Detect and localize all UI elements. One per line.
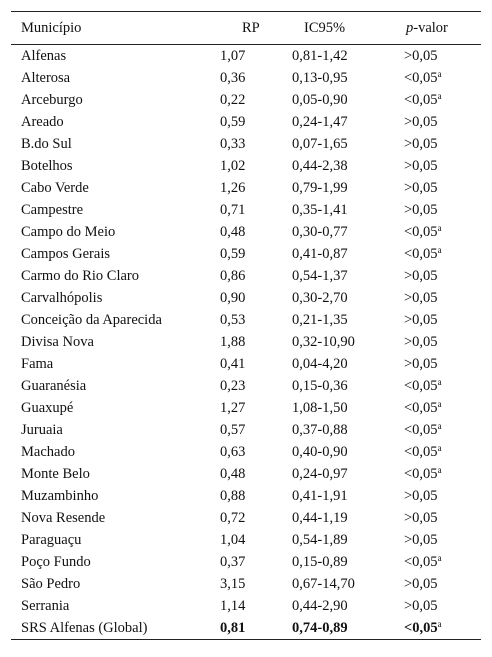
cell-p-valor-text: >0,05 (404, 114, 438, 130)
cell-p-valor-text: >0,05 (404, 334, 438, 350)
cell-municipio (11, 573, 220, 595)
cell-ic95-text: 0,24-0,97 (292, 466, 348, 482)
cell-ic95 (292, 441, 404, 463)
cell-ic95 (292, 617, 404, 640)
cell-rp-text: 1,14 (220, 598, 246, 614)
cell-p-valor (404, 133, 481, 155)
cell-rp-text: 0,23 (220, 378, 246, 394)
cell-p-valor (404, 331, 481, 353)
cell-ic95 (292, 595, 404, 617)
table-row (11, 133, 481, 155)
cell-rp-text: 0,22 (220, 92, 246, 108)
cell-ic95 (292, 353, 404, 375)
table-row (11, 463, 481, 485)
cell-p-valor-text: <0,05 (404, 466, 438, 482)
cell-p-valor-text: <0,05 (404, 246, 438, 262)
cell-rp (220, 177, 292, 199)
cell-p-valor (404, 353, 481, 375)
cell-rp-text: 1,88 (220, 334, 246, 350)
cell-municipio (11, 67, 220, 89)
table-row (11, 507, 481, 529)
cell-p-valor-text: <0,05 (404, 620, 438, 636)
cell-rp-text: 1,26 (220, 180, 246, 196)
cell-p-valor (404, 397, 481, 419)
table-row (11, 89, 481, 111)
cell-p-valor-text: <0,05 (404, 554, 438, 570)
cell-municipio (11, 243, 220, 265)
cell-ic95 (292, 155, 404, 177)
cell-p-valor-text: >0,05 (404, 576, 438, 592)
cell-p-valor (404, 155, 481, 177)
significance-marker: a (437, 377, 442, 387)
cell-ic95-text: 0,54-1,89 (292, 532, 348, 548)
table-body (11, 45, 481, 640)
cell-rp (220, 507, 292, 529)
table-row (11, 529, 481, 551)
table-row (11, 199, 481, 221)
cell-p-valor (404, 485, 481, 507)
cell-p-valor-text: >0,05 (404, 268, 438, 284)
cell-p-valor (404, 287, 481, 309)
cell-ic95-text: 0,30-0,77 (292, 224, 348, 240)
significance-marker: a (437, 223, 442, 233)
cell-municipio (11, 309, 220, 331)
cell-ic95 (292, 45, 404, 68)
cell-rp (220, 617, 292, 640)
cell-rp-text: 0,59 (220, 246, 246, 262)
cell-ic95-text: 0,79-1,99 (292, 180, 348, 196)
cell-rp (220, 441, 292, 463)
cell-p-valor-text: >0,05 (404, 136, 438, 152)
cell-p-valor-text: <0,05 (404, 400, 438, 416)
cell-municipio-text: Serrania (21, 598, 70, 614)
cell-municipio-text: Alterosa (21, 70, 71, 86)
cell-rp (220, 155, 292, 177)
cell-rp-text: 0,48 (220, 224, 246, 240)
cell-p-valor (404, 617, 481, 640)
significance-marker: a (437, 245, 442, 255)
cell-p-valor-text: >0,05 (404, 598, 438, 614)
cell-ic95-text: 0,44-1,19 (292, 510, 348, 526)
cell-ic95 (292, 529, 404, 551)
cell-rp (220, 45, 292, 68)
table-row (11, 551, 481, 573)
cell-p-valor-text: >0,05 (404, 532, 438, 548)
significance-marker: a (437, 443, 442, 453)
cell-municipio-text: Campo do Meio (21, 224, 116, 240)
cell-municipio (11, 331, 220, 353)
cell-rp (220, 595, 292, 617)
table-row (11, 485, 481, 507)
cell-ic95 (292, 485, 404, 507)
cell-rp (220, 551, 292, 573)
table-row (11, 45, 481, 68)
cell-ic95 (292, 419, 404, 441)
cell-ic95-text: 0,81-1,42 (292, 48, 348, 64)
cell-municipio-text: Carvalhópolis (21, 290, 103, 306)
table-row (11, 595, 481, 617)
cell-p-valor-text: >0,05 (404, 158, 438, 174)
header-p-valor (404, 12, 481, 45)
cell-municipio (11, 595, 220, 617)
cell-ic95-text: 0,15-0,36 (292, 378, 348, 394)
cell-p-valor (404, 463, 481, 485)
cell-rp-text: 0,37 (220, 554, 246, 570)
cell-p-valor-text: >0,05 (404, 48, 438, 64)
cell-rp-text: 0,81 (220, 620, 246, 636)
table-header-row (11, 12, 481, 45)
cell-ic95-text: 0,07-1,65 (292, 136, 348, 152)
cell-municipio-text: B.do Sul (21, 136, 72, 152)
data-table-container (11, 11, 481, 640)
table-row (11, 155, 481, 177)
cell-rp (220, 265, 292, 287)
cell-ic95 (292, 309, 404, 331)
cell-municipio (11, 89, 220, 111)
cell-p-valor-text: >0,05 (404, 180, 438, 196)
cell-p-valor-text: >0,05 (404, 202, 438, 218)
cell-rp-text: 0,48 (220, 466, 246, 482)
table-row (11, 573, 481, 595)
table-row (11, 67, 481, 89)
cell-rp (220, 463, 292, 485)
cell-ic95-text: 1,08-1,50 (292, 400, 348, 416)
cell-rp (220, 397, 292, 419)
cell-ic95 (292, 375, 404, 397)
cell-municipio (11, 375, 220, 397)
cell-ic95 (292, 573, 404, 595)
cell-municipio (11, 287, 220, 309)
cell-rp-text: 0,36 (220, 70, 246, 86)
cell-p-valor (404, 243, 481, 265)
table-row (11, 287, 481, 309)
cell-ic95-text: 0,05-0,90 (292, 92, 348, 108)
cell-ic95-text: 0,21-1,35 (292, 312, 348, 328)
cell-p-valor-text: >0,05 (404, 312, 438, 328)
cell-rp (220, 309, 292, 331)
cell-municipio-text: Nova Resende (21, 510, 106, 526)
cell-p-valor (404, 419, 481, 441)
table-row (11, 331, 481, 353)
cell-rp-text: 0,41 (220, 356, 246, 372)
cell-municipio (11, 463, 220, 485)
cell-rp-text: 0,86 (220, 268, 246, 284)
cell-p-valor-text: <0,05 (404, 92, 438, 108)
header-p-valor-rest: -valor (413, 20, 448, 36)
significance-marker: a (437, 421, 442, 431)
cell-municipio (11, 397, 220, 419)
cell-ic95 (292, 199, 404, 221)
cell-rp (220, 485, 292, 507)
cell-municipio (11, 45, 220, 68)
cell-municipio-text: Paraguaçu (21, 532, 82, 548)
cell-ic95-text: 0,04-4,20 (292, 356, 348, 372)
cell-p-valor-text: <0,05 (404, 444, 438, 460)
table-row (11, 419, 481, 441)
significance-marker: a (437, 619, 442, 629)
cell-p-valor-text: >0,05 (404, 510, 438, 526)
cell-municipio (11, 551, 220, 573)
cell-municipio-text: Alfenas (21, 48, 67, 64)
cell-rp-text: 1,07 (220, 48, 246, 64)
cell-municipio (11, 441, 220, 463)
header-p-valor-italic: p (406, 20, 414, 36)
cell-municipio (11, 485, 220, 507)
cell-rp-text: 0,88 (220, 488, 246, 504)
cell-rp-text: 3,15 (220, 576, 246, 592)
cell-municipio-text: Fama (21, 356, 54, 372)
table-row (11, 375, 481, 397)
cell-municipio-text: Arceburgo (21, 92, 83, 108)
cell-ic95 (292, 243, 404, 265)
cell-ic95 (292, 177, 404, 199)
cell-rp (220, 353, 292, 375)
municipality-table (11, 11, 481, 640)
cell-ic95 (292, 287, 404, 309)
cell-p-valor (404, 573, 481, 595)
table-row (11, 441, 481, 463)
cell-rp-text: 0,71 (220, 202, 246, 218)
cell-municipio (11, 617, 220, 640)
cell-ic95-text: 0,30-2,70 (292, 290, 348, 306)
cell-municipio-text: Muzambinho (21, 488, 99, 504)
cell-municipio-text: Monte Belo (21, 466, 90, 482)
cell-municipio-text: Machado (21, 444, 75, 460)
cell-municipio-text: Juruaia (21, 422, 63, 438)
cell-rp-text: 0,63 (220, 444, 246, 460)
header-rp: RP (242, 20, 260, 36)
cell-municipio (11, 265, 220, 287)
cell-p-valor (404, 595, 481, 617)
table-row (11, 265, 481, 287)
cell-rp (220, 331, 292, 353)
cell-ic95-text: 0,44-2,38 (292, 158, 348, 174)
cell-ic95 (292, 111, 404, 133)
cell-p-valor (404, 89, 481, 111)
cell-ic95-text: 0,41-1,91 (292, 488, 348, 504)
cell-p-valor (404, 199, 481, 221)
cell-p-valor-text: >0,05 (404, 290, 438, 306)
cell-ic95-text: 0,24-1,47 (292, 114, 348, 130)
cell-rp (220, 67, 292, 89)
cell-rp (220, 287, 292, 309)
cell-ic95-text: 0,13-0,95 (292, 70, 348, 86)
cell-municipio-text: Guaxupé (21, 400, 74, 416)
table-row (11, 177, 481, 199)
cell-rp (220, 243, 292, 265)
cell-ic95-text: 0,40-0,90 (292, 444, 348, 460)
cell-ic95-text: 0,67-14,70 (292, 576, 355, 592)
cell-p-valor-text: <0,05 (404, 224, 438, 240)
header-ic95: IC95% (304, 20, 346, 36)
cell-ic95-text: 0,35-1,41 (292, 202, 348, 218)
cell-rp (220, 529, 292, 551)
cell-p-valor (404, 507, 481, 529)
significance-marker: a (437, 465, 442, 475)
cell-p-valor-text: >0,05 (404, 356, 438, 372)
cell-p-valor (404, 221, 481, 243)
cell-municipio-text: Divisa Nova (21, 334, 94, 350)
cell-municipio (11, 419, 220, 441)
cell-municipio (11, 199, 220, 221)
cell-municipio (11, 353, 220, 375)
cell-municipio-text: São Pedro (21, 576, 81, 592)
table-row (11, 617, 481, 640)
cell-municipio (11, 133, 220, 155)
cell-municipio-text: Cabo Verde (21, 180, 89, 196)
cell-rp-text: 1,04 (220, 532, 246, 548)
cell-rp-text: 0,90 (220, 290, 246, 306)
cell-rp-text: 1,02 (220, 158, 246, 174)
cell-ic95 (292, 133, 404, 155)
table-row (11, 309, 481, 331)
cell-ic95 (292, 507, 404, 529)
cell-p-valor-text: <0,05 (404, 378, 438, 394)
cell-rp (220, 375, 292, 397)
cell-municipio-text: Botelhos (21, 158, 73, 174)
cell-ic95 (292, 331, 404, 353)
cell-ic95 (292, 551, 404, 573)
cell-ic95-text: 0,44-2,90 (292, 598, 348, 614)
significance-marker: a (437, 553, 442, 563)
cell-ic95 (292, 221, 404, 243)
cell-municipio (11, 177, 220, 199)
cell-rp (220, 111, 292, 133)
table-row (11, 221, 481, 243)
cell-municipio-text: Guaranésia (21, 378, 87, 394)
cell-municipio-text: Campestre (21, 202, 84, 218)
cell-ic95-text: 0,15-0,89 (292, 554, 348, 570)
header-municipio: Município (21, 20, 82, 36)
cell-municipio (11, 155, 220, 177)
cell-rp (220, 199, 292, 221)
cell-p-valor (404, 45, 481, 68)
cell-rp-text: 1,27 (220, 400, 246, 416)
cell-ic95-text: 0,41-0,87 (292, 246, 348, 262)
cell-municipio (11, 507, 220, 529)
cell-ic95 (292, 397, 404, 419)
cell-municipio-text: Carmo do Rio Claro (21, 268, 140, 284)
cell-rp-text: 0,57 (220, 422, 246, 438)
cell-ic95 (292, 89, 404, 111)
table-row (11, 111, 481, 133)
cell-p-valor (404, 529, 481, 551)
cell-municipio (11, 221, 220, 243)
cell-rp-text: 0,33 (220, 136, 246, 152)
cell-rp (220, 221, 292, 243)
significance-marker: a (437, 399, 442, 409)
cell-ic95-text: 0,37-0,88 (292, 422, 348, 438)
cell-municipio (11, 529, 220, 551)
cell-municipio-text: Areado (21, 114, 64, 130)
table-row (11, 353, 481, 375)
cell-p-valor (404, 551, 481, 573)
cell-ic95 (292, 265, 404, 287)
cell-rp-text: 0,53 (220, 312, 246, 328)
cell-p-valor (404, 441, 481, 463)
cell-p-valor (404, 375, 481, 397)
cell-rp (220, 133, 292, 155)
cell-ic95 (292, 67, 404, 89)
cell-p-valor (404, 67, 481, 89)
significance-marker: a (437, 69, 442, 79)
cell-rp (220, 419, 292, 441)
cell-rp-text: 0,72 (220, 510, 246, 526)
cell-municipio-text: Campos Gerais (21, 246, 110, 262)
cell-rp (220, 573, 292, 595)
cell-ic95-text: 0,74-0,89 (292, 620, 348, 636)
cell-p-valor (404, 309, 481, 331)
table-row (11, 397, 481, 419)
cell-p-valor-text: <0,05 (404, 70, 438, 86)
cell-municipio-text: Conceição da Aparecida (21, 312, 162, 328)
cell-municipio (11, 111, 220, 133)
cell-rp (220, 89, 292, 111)
cell-p-valor (404, 177, 481, 199)
significance-marker: a (437, 91, 442, 101)
cell-municipio-text: SRS Alfenas (Global) (21, 620, 148, 636)
cell-municipio-text: Poço Fundo (21, 554, 91, 570)
cell-p-valor-text: <0,05 (404, 422, 438, 438)
cell-rp-text: 0,59 (220, 114, 246, 130)
table-row (11, 243, 481, 265)
cell-ic95-text: 0,32-10,90 (292, 334, 355, 350)
cell-ic95 (292, 463, 404, 485)
cell-p-valor-text: >0,05 (404, 488, 438, 504)
cell-p-valor (404, 111, 481, 133)
cell-p-valor (404, 265, 481, 287)
cell-ic95-text: 0,54-1,37 (292, 268, 348, 284)
